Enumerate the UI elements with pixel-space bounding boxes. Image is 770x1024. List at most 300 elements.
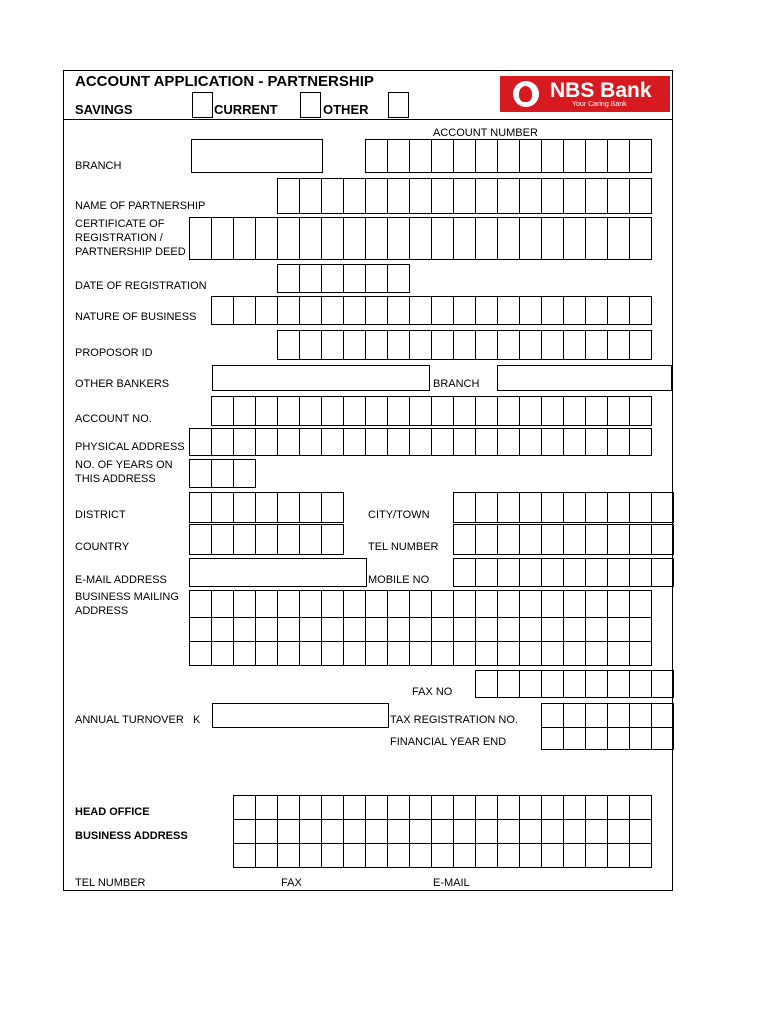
char-cell[interactable] [344, 590, 366, 618]
char-cell[interactable] [322, 296, 344, 325]
char-cell[interactable] [542, 558, 564, 587]
char-cell[interactable] [586, 428, 608, 456]
char-cell[interactable] [520, 617, 542, 642]
char-cell[interactable] [432, 795, 454, 820]
char-cell[interactable] [498, 296, 520, 325]
char-cell[interactable] [520, 795, 542, 820]
char-cell[interactable] [520, 843, 542, 868]
char-cell[interactable] [454, 139, 476, 173]
char-cell[interactable] [476, 524, 498, 555]
char-cell[interactable] [322, 795, 344, 820]
char-cell[interactable] [278, 843, 300, 868]
char-cell[interactable] [212, 296, 234, 325]
char-cell[interactable] [454, 396, 476, 426]
char-cell[interactable] [388, 178, 410, 214]
char-cell[interactable] [300, 795, 322, 820]
char-cell[interactable] [432, 139, 454, 173]
char-cell[interactable] [608, 396, 630, 426]
char-cell[interactable] [476, 217, 498, 260]
char-cell[interactable] [278, 296, 300, 325]
char-cell[interactable] [586, 492, 608, 523]
char-cell[interactable] [366, 396, 388, 426]
char-cell[interactable] [542, 217, 564, 260]
char-cell[interactable] [498, 819, 520, 844]
char-cell[interactable] [630, 795, 652, 820]
char-cell[interactable] [564, 428, 586, 456]
char-cell[interactable] [388, 641, 410, 666]
mailing-address-boxes-row2[interactable] [189, 617, 652, 642]
char-cell[interactable] [542, 396, 564, 426]
char-cell[interactable] [366, 428, 388, 456]
char-cell[interactable] [278, 492, 300, 523]
char-cell[interactable] [542, 727, 564, 750]
char-cell[interactable] [630, 617, 652, 642]
char-cell[interactable] [300, 178, 322, 214]
char-cell[interactable] [388, 139, 410, 173]
char-cell[interactable] [630, 217, 652, 260]
char-cell[interactable] [256, 819, 278, 844]
account-number-boxes[interactable] [365, 139, 652, 173]
char-cell[interactable] [608, 795, 630, 820]
char-cell[interactable] [388, 590, 410, 618]
char-cell[interactable] [366, 178, 388, 214]
char-cell[interactable] [630, 524, 652, 555]
annual-turnover-field[interactable] [212, 703, 389, 728]
char-cell[interactable] [432, 178, 454, 214]
char-cell[interactable] [454, 492, 476, 523]
char-cell[interactable] [388, 819, 410, 844]
char-cell[interactable] [454, 296, 476, 325]
char-cell[interactable] [388, 396, 410, 426]
char-cell[interactable] [410, 217, 432, 260]
char-cell[interactable] [256, 296, 278, 325]
char-cell[interactable] [498, 396, 520, 426]
char-cell[interactable] [344, 641, 366, 666]
char-cell[interactable] [344, 795, 366, 820]
char-cell[interactable] [476, 641, 498, 666]
char-cell[interactable] [520, 819, 542, 844]
char-cell[interactable] [586, 217, 608, 260]
char-cell[interactable] [278, 524, 300, 555]
char-cell[interactable] [256, 428, 278, 456]
char-cell[interactable] [388, 843, 410, 868]
char-cell[interactable] [608, 330, 630, 360]
char-cell[interactable] [564, 330, 586, 360]
char-cell[interactable] [542, 670, 564, 698]
char-cell[interactable] [234, 396, 256, 426]
char-cell[interactable] [366, 795, 388, 820]
char-cell[interactable] [608, 428, 630, 456]
char-cell[interactable] [608, 139, 630, 173]
char-cell[interactable] [256, 795, 278, 820]
char-cell[interactable] [278, 178, 300, 214]
char-cell[interactable] [586, 641, 608, 666]
char-cell[interactable] [388, 795, 410, 820]
nature-of-business-boxes[interactable] [211, 296, 652, 325]
char-cell[interactable] [564, 178, 586, 214]
char-cell[interactable] [586, 670, 608, 698]
char-cell[interactable] [190, 428, 212, 456]
char-cell[interactable] [520, 524, 542, 555]
char-cell[interactable] [212, 428, 234, 456]
char-cell[interactable] [608, 617, 630, 642]
char-cell[interactable] [586, 843, 608, 868]
char-cell[interactable] [498, 492, 520, 523]
char-cell[interactable] [212, 459, 234, 488]
char-cell[interactable] [630, 178, 652, 214]
char-cell[interactable] [300, 396, 322, 426]
char-cell[interactable] [542, 524, 564, 555]
char-cell[interactable] [388, 617, 410, 642]
mailing-address-boxes-row1[interactable] [189, 590, 652, 618]
financial-year-end-boxes[interactable] [541, 727, 674, 750]
char-cell[interactable] [454, 524, 476, 555]
char-cell[interactable] [454, 795, 476, 820]
char-cell[interactable] [322, 178, 344, 214]
char-cell[interactable] [498, 617, 520, 642]
other-checkbox[interactable] [388, 92, 409, 118]
char-cell[interactable] [344, 217, 366, 260]
char-cell[interactable] [432, 217, 454, 260]
char-cell[interactable] [630, 558, 652, 587]
char-cell[interactable] [344, 617, 366, 642]
char-cell[interactable] [366, 641, 388, 666]
char-cell[interactable] [630, 590, 652, 618]
char-cell[interactable] [322, 492, 344, 523]
char-cell[interactable] [520, 558, 542, 587]
char-cell[interactable] [212, 524, 234, 555]
head-office-boxes-row2[interactable] [233, 819, 652, 844]
char-cell[interactable] [410, 330, 432, 360]
char-cell[interactable] [498, 139, 520, 173]
char-cell[interactable] [300, 296, 322, 325]
physical-address-boxes[interactable] [189, 428, 652, 456]
char-cell[interactable] [542, 795, 564, 820]
char-cell[interactable] [476, 558, 498, 587]
char-cell[interactable] [410, 819, 432, 844]
char-cell[interactable] [300, 819, 322, 844]
char-cell[interactable] [190, 492, 212, 523]
char-cell[interactable] [234, 492, 256, 523]
char-cell[interactable] [234, 459, 256, 488]
char-cell[interactable] [586, 330, 608, 360]
char-cell[interactable] [520, 178, 542, 214]
char-cell[interactable] [586, 819, 608, 844]
char-cell[interactable] [256, 843, 278, 868]
char-cell[interactable] [564, 843, 586, 868]
char-cell[interactable] [344, 396, 366, 426]
char-cell[interactable] [630, 670, 652, 698]
char-cell[interactable] [652, 558, 674, 587]
char-cell[interactable] [256, 590, 278, 618]
char-cell[interactable] [542, 590, 564, 618]
char-cell[interactable] [234, 590, 256, 618]
char-cell[interactable] [586, 524, 608, 555]
char-cell[interactable] [322, 617, 344, 642]
char-cell[interactable] [432, 428, 454, 456]
char-cell[interactable] [212, 492, 234, 523]
char-cell[interactable] [476, 795, 498, 820]
char-cell[interactable] [322, 819, 344, 844]
char-cell[interactable] [586, 178, 608, 214]
char-cell[interactable] [388, 264, 410, 293]
char-cell[interactable] [256, 492, 278, 523]
char-cell[interactable] [388, 217, 410, 260]
char-cell[interactable] [432, 296, 454, 325]
char-cell[interactable] [564, 795, 586, 820]
char-cell[interactable] [564, 524, 586, 555]
char-cell[interactable] [630, 330, 652, 360]
district-boxes[interactable] [189, 492, 344, 523]
char-cell[interactable] [564, 670, 586, 698]
char-cell[interactable] [498, 524, 520, 555]
char-cell[interactable] [564, 296, 586, 325]
char-cell[interactable] [278, 264, 300, 293]
char-cell[interactable] [586, 296, 608, 325]
char-cell[interactable] [256, 641, 278, 666]
savings-checkbox[interactable] [192, 92, 213, 118]
char-cell[interactable] [454, 558, 476, 587]
char-cell[interactable] [366, 217, 388, 260]
proposer-id-boxes[interactable] [277, 330, 652, 360]
char-cell[interactable] [476, 428, 498, 456]
other-bankers-branch-field[interactable] [497, 365, 672, 391]
char-cell[interactable] [454, 641, 476, 666]
char-cell[interactable] [542, 178, 564, 214]
char-cell[interactable] [498, 641, 520, 666]
char-cell[interactable] [410, 428, 432, 456]
char-cell[interactable] [630, 819, 652, 844]
char-cell[interactable] [454, 330, 476, 360]
char-cell[interactable] [652, 670, 674, 698]
char-cell[interactable] [300, 524, 322, 555]
char-cell[interactable] [278, 396, 300, 426]
char-cell[interactable] [300, 617, 322, 642]
char-cell[interactable] [520, 217, 542, 260]
char-cell[interactable] [212, 396, 234, 426]
char-cell[interactable] [410, 843, 432, 868]
char-cell[interactable] [498, 795, 520, 820]
char-cell[interactable] [278, 795, 300, 820]
char-cell[interactable] [564, 727, 586, 750]
char-cell[interactable] [234, 524, 256, 555]
char-cell[interactable] [652, 524, 674, 555]
char-cell[interactable] [476, 843, 498, 868]
char-cell[interactable] [586, 590, 608, 618]
char-cell[interactable] [454, 178, 476, 214]
char-cell[interactable] [608, 296, 630, 325]
char-cell[interactable] [476, 296, 498, 325]
char-cell[interactable] [278, 330, 300, 360]
char-cell[interactable] [564, 492, 586, 523]
char-cell[interactable] [476, 590, 498, 618]
char-cell[interactable] [564, 139, 586, 173]
char-cell[interactable] [190, 524, 212, 555]
tax-registration-boxes[interactable] [541, 703, 674, 728]
char-cell[interactable] [344, 819, 366, 844]
char-cell[interactable] [652, 492, 674, 523]
char-cell[interactable] [630, 843, 652, 868]
char-cell[interactable] [454, 590, 476, 618]
char-cell[interactable] [190, 641, 212, 666]
char-cell[interactable] [586, 558, 608, 587]
char-cell[interactable] [542, 843, 564, 868]
char-cell[interactable] [234, 843, 256, 868]
char-cell[interactable] [212, 617, 234, 642]
char-cell[interactable] [630, 641, 652, 666]
char-cell[interactable] [520, 428, 542, 456]
char-cell[interactable] [520, 396, 542, 426]
char-cell[interactable] [564, 641, 586, 666]
char-cell[interactable] [212, 590, 234, 618]
char-cell[interactable] [520, 492, 542, 523]
city-town-boxes[interactable] [453, 492, 674, 523]
char-cell[interactable] [454, 617, 476, 642]
char-cell[interactable] [322, 641, 344, 666]
char-cell[interactable] [190, 617, 212, 642]
char-cell[interactable] [300, 590, 322, 618]
char-cell[interactable] [542, 492, 564, 523]
char-cell[interactable] [608, 590, 630, 618]
char-cell[interactable] [498, 590, 520, 618]
char-cell[interactable] [278, 590, 300, 618]
char-cell[interactable] [322, 217, 344, 260]
mobile-no-boxes[interactable] [453, 558, 674, 587]
char-cell[interactable] [410, 795, 432, 820]
char-cell[interactable] [542, 296, 564, 325]
char-cell[interactable] [608, 843, 630, 868]
char-cell[interactable] [608, 492, 630, 523]
char-cell[interactable] [498, 670, 520, 698]
char-cell[interactable] [278, 217, 300, 260]
char-cell[interactable] [454, 843, 476, 868]
char-cell[interactable] [476, 492, 498, 523]
char-cell[interactable] [586, 703, 608, 728]
char-cell[interactable] [432, 819, 454, 844]
char-cell[interactable] [586, 795, 608, 820]
char-cell[interactable] [344, 178, 366, 214]
char-cell[interactable] [300, 330, 322, 360]
char-cell[interactable] [256, 617, 278, 642]
char-cell[interactable] [366, 590, 388, 618]
char-cell[interactable] [410, 617, 432, 642]
char-cell[interactable] [542, 617, 564, 642]
char-cell[interactable] [432, 330, 454, 360]
char-cell[interactable] [300, 217, 322, 260]
char-cell[interactable] [564, 590, 586, 618]
char-cell[interactable] [322, 590, 344, 618]
char-cell[interactable] [300, 641, 322, 666]
char-cell[interactable] [630, 396, 652, 426]
char-cell[interactable] [300, 428, 322, 456]
char-cell[interactable] [432, 590, 454, 618]
char-cell[interactable] [608, 558, 630, 587]
char-cell[interactable] [608, 819, 630, 844]
char-cell[interactable] [256, 396, 278, 426]
char-cell[interactable] [520, 296, 542, 325]
char-cell[interactable] [410, 296, 432, 325]
char-cell[interactable] [454, 217, 476, 260]
mailing-address-boxes-row3[interactable] [189, 641, 652, 666]
char-cell[interactable] [366, 843, 388, 868]
char-cell[interactable] [366, 264, 388, 293]
char-cell[interactable] [498, 428, 520, 456]
char-cell[interactable] [542, 330, 564, 360]
char-cell[interactable] [322, 264, 344, 293]
char-cell[interactable] [432, 641, 454, 666]
char-cell[interactable] [388, 330, 410, 360]
char-cell[interactable] [608, 641, 630, 666]
char-cell[interactable] [234, 217, 256, 260]
years-at-address-boxes[interactable] [189, 459, 256, 488]
char-cell[interactable] [520, 330, 542, 360]
char-cell[interactable] [432, 843, 454, 868]
char-cell[interactable] [564, 217, 586, 260]
char-cell[interactable] [520, 590, 542, 618]
char-cell[interactable] [300, 492, 322, 523]
char-cell[interactable] [256, 217, 278, 260]
char-cell[interactable] [410, 178, 432, 214]
char-cell[interactable] [234, 795, 256, 820]
char-cell[interactable] [564, 558, 586, 587]
head-office-boxes-row1[interactable] [233, 795, 652, 820]
char-cell[interactable] [608, 703, 630, 728]
current-checkbox[interactable] [300, 92, 321, 118]
char-cell[interactable] [586, 396, 608, 426]
char-cell[interactable] [630, 139, 652, 173]
email-address-field[interactable] [189, 558, 367, 587]
char-cell[interactable] [234, 428, 256, 456]
char-cell[interactable] [278, 641, 300, 666]
char-cell[interactable] [564, 819, 586, 844]
char-cell[interactable] [564, 703, 586, 728]
char-cell[interactable] [344, 428, 366, 456]
char-cell[interactable] [586, 617, 608, 642]
char-cell[interactable] [234, 819, 256, 844]
char-cell[interactable] [432, 396, 454, 426]
char-cell[interactable] [498, 843, 520, 868]
char-cell[interactable] [608, 727, 630, 750]
char-cell[interactable] [498, 217, 520, 260]
char-cell[interactable] [586, 727, 608, 750]
partnership-name-boxes[interactable] [277, 178, 652, 214]
char-cell[interactable] [630, 428, 652, 456]
char-cell[interactable] [366, 819, 388, 844]
char-cell[interactable] [278, 617, 300, 642]
char-cell[interactable] [300, 843, 322, 868]
char-cell[interactable] [190, 217, 212, 260]
char-cell[interactable] [234, 296, 256, 325]
char-cell[interactable] [564, 396, 586, 426]
char-cell[interactable] [344, 296, 366, 325]
char-cell[interactable] [498, 330, 520, 360]
char-cell[interactable] [322, 428, 344, 456]
char-cell[interactable] [454, 428, 476, 456]
char-cell[interactable] [366, 330, 388, 360]
char-cell[interactable] [586, 139, 608, 173]
char-cell[interactable] [630, 492, 652, 523]
char-cell[interactable] [608, 217, 630, 260]
char-cell[interactable] [388, 428, 410, 456]
char-cell[interactable] [278, 428, 300, 456]
char-cell[interactable] [366, 617, 388, 642]
char-cell[interactable] [542, 703, 564, 728]
char-cell[interactable] [476, 670, 498, 698]
char-cell[interactable] [190, 590, 212, 618]
char-cell[interactable] [344, 264, 366, 293]
char-cell[interactable] [608, 524, 630, 555]
char-cell[interactable] [322, 330, 344, 360]
